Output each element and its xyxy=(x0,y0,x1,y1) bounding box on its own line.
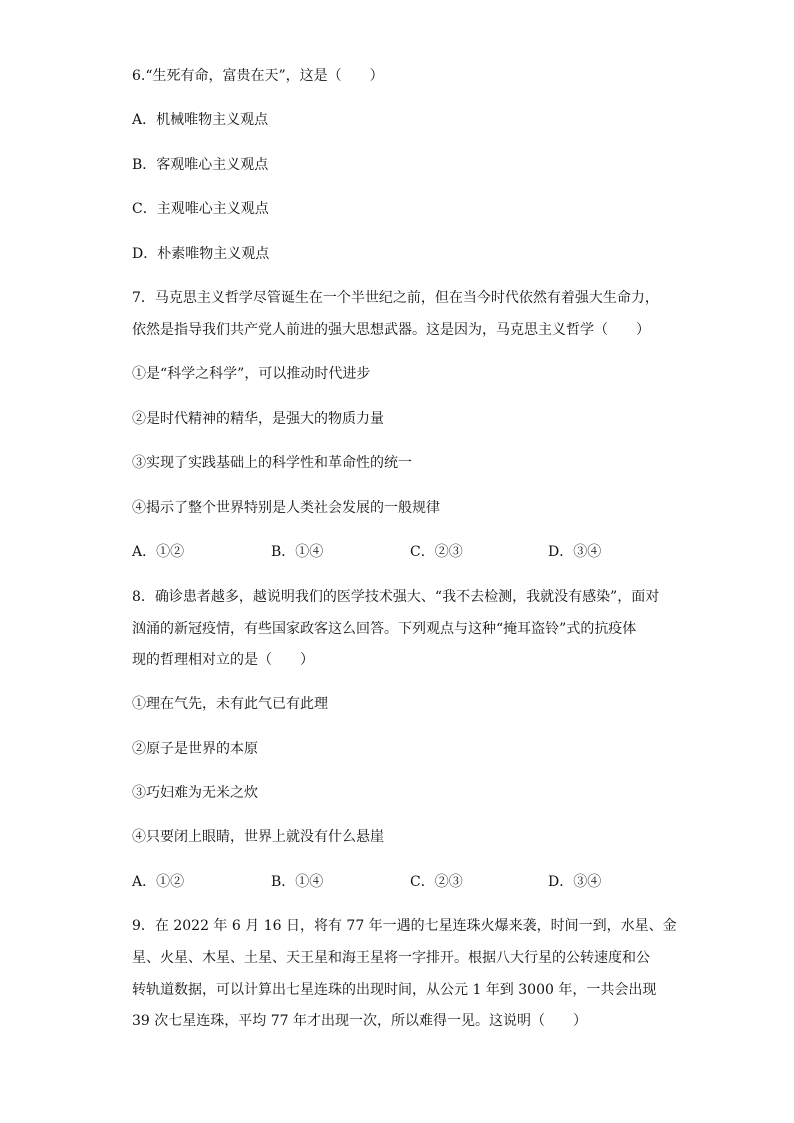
q8-stem-line-3: 现的哲理相对立的是（ ） xyxy=(132,652,314,668)
q8-choice-b: B．①④ xyxy=(271,874,324,890)
q9-stem-line-4: 39 次七星连珠，平均 77 年才出现一次，所以难得一见。这说明（ ） xyxy=(132,1013,587,1029)
q8-choice-c: C．②③ xyxy=(410,874,463,890)
q8-statement-3: ③巧妇难为无米之炊 xyxy=(132,785,258,801)
q7-statement-1: ①是“科学之科学”，可以推动时代进步 xyxy=(132,366,371,382)
q9-stem-line-1: 9．在 2022 年 6 月 16 日，将有 77 年一遇的七星连珠火爆来袭，时间一到，水星、金 xyxy=(132,918,677,934)
q7-statement-4: ④揭示了整个世界特别是人类社会发展的一般规律 xyxy=(132,500,440,516)
q8-statement-1: ①理在气先，未有此气已有此理 xyxy=(132,696,328,712)
q6-option-b: B．客观唯心主义观点 xyxy=(132,157,269,173)
q7-stem-line-2: 依然是指导我们共产党人前进的强大思想武器。这是因为，马克思主义哲学（ ） xyxy=(132,322,650,338)
q6-option-d: D．朴素唯物主义观点 xyxy=(132,246,270,262)
q6-option-a: A．机械唯物主义观点 xyxy=(132,112,269,128)
q9-stem-line-3: 转轨道数据，可以计算出七星连珠的出现时间，从公元 1 年到 3000 年，一共会出现 xyxy=(132,982,657,998)
q7-choice-d: D．③④ xyxy=(548,544,602,560)
q6-option-c: C．主观唯心主义观点 xyxy=(132,201,269,217)
q8-stem-line-1: 8．确诊患者越多，越说明我们的医学技术强大、“我不去检测，我就没有感染”，面对 xyxy=(132,589,660,605)
q8-statement-4: ④只要闭上眼睛，世界上就没有什么悬崖 xyxy=(132,829,384,845)
q8-choice-d: D．③④ xyxy=(548,874,602,890)
q7-stem-line-1: 7．马克思主义哲学尽管诞生在一个半世纪之前，但在当今时代依然有着强大生命力， xyxy=(132,290,659,306)
q7-choice-c: C．②③ xyxy=(410,544,463,560)
q9-stem-line-2: 星、火星、木星、土星、天王星和海王星将一字排开。根据八大行星的公转速度和公 xyxy=(132,950,650,966)
q7-statement-3: ③实现了实践基础上的科学性和革命性的统一 xyxy=(132,455,412,471)
q8-statement-2: ②原子是世界的本原 xyxy=(132,741,258,757)
q8-stem-line-2: 汹涌的新冠疫情，有些国家政客这么回答。下列观点与这种“掩耳盗铃”式的抗疫体 xyxy=(132,621,637,637)
q7-choice-a: A．①② xyxy=(132,544,185,560)
q7-choice-b: B．①④ xyxy=(271,544,324,560)
q6-stem: 6.“生死有命，富贵在天”，这是（ ） xyxy=(132,68,384,84)
q7-statement-2: ②是时代精神的精华，是强大的物质力量 xyxy=(132,411,384,427)
q8-choice-a: A．①② xyxy=(132,874,185,890)
